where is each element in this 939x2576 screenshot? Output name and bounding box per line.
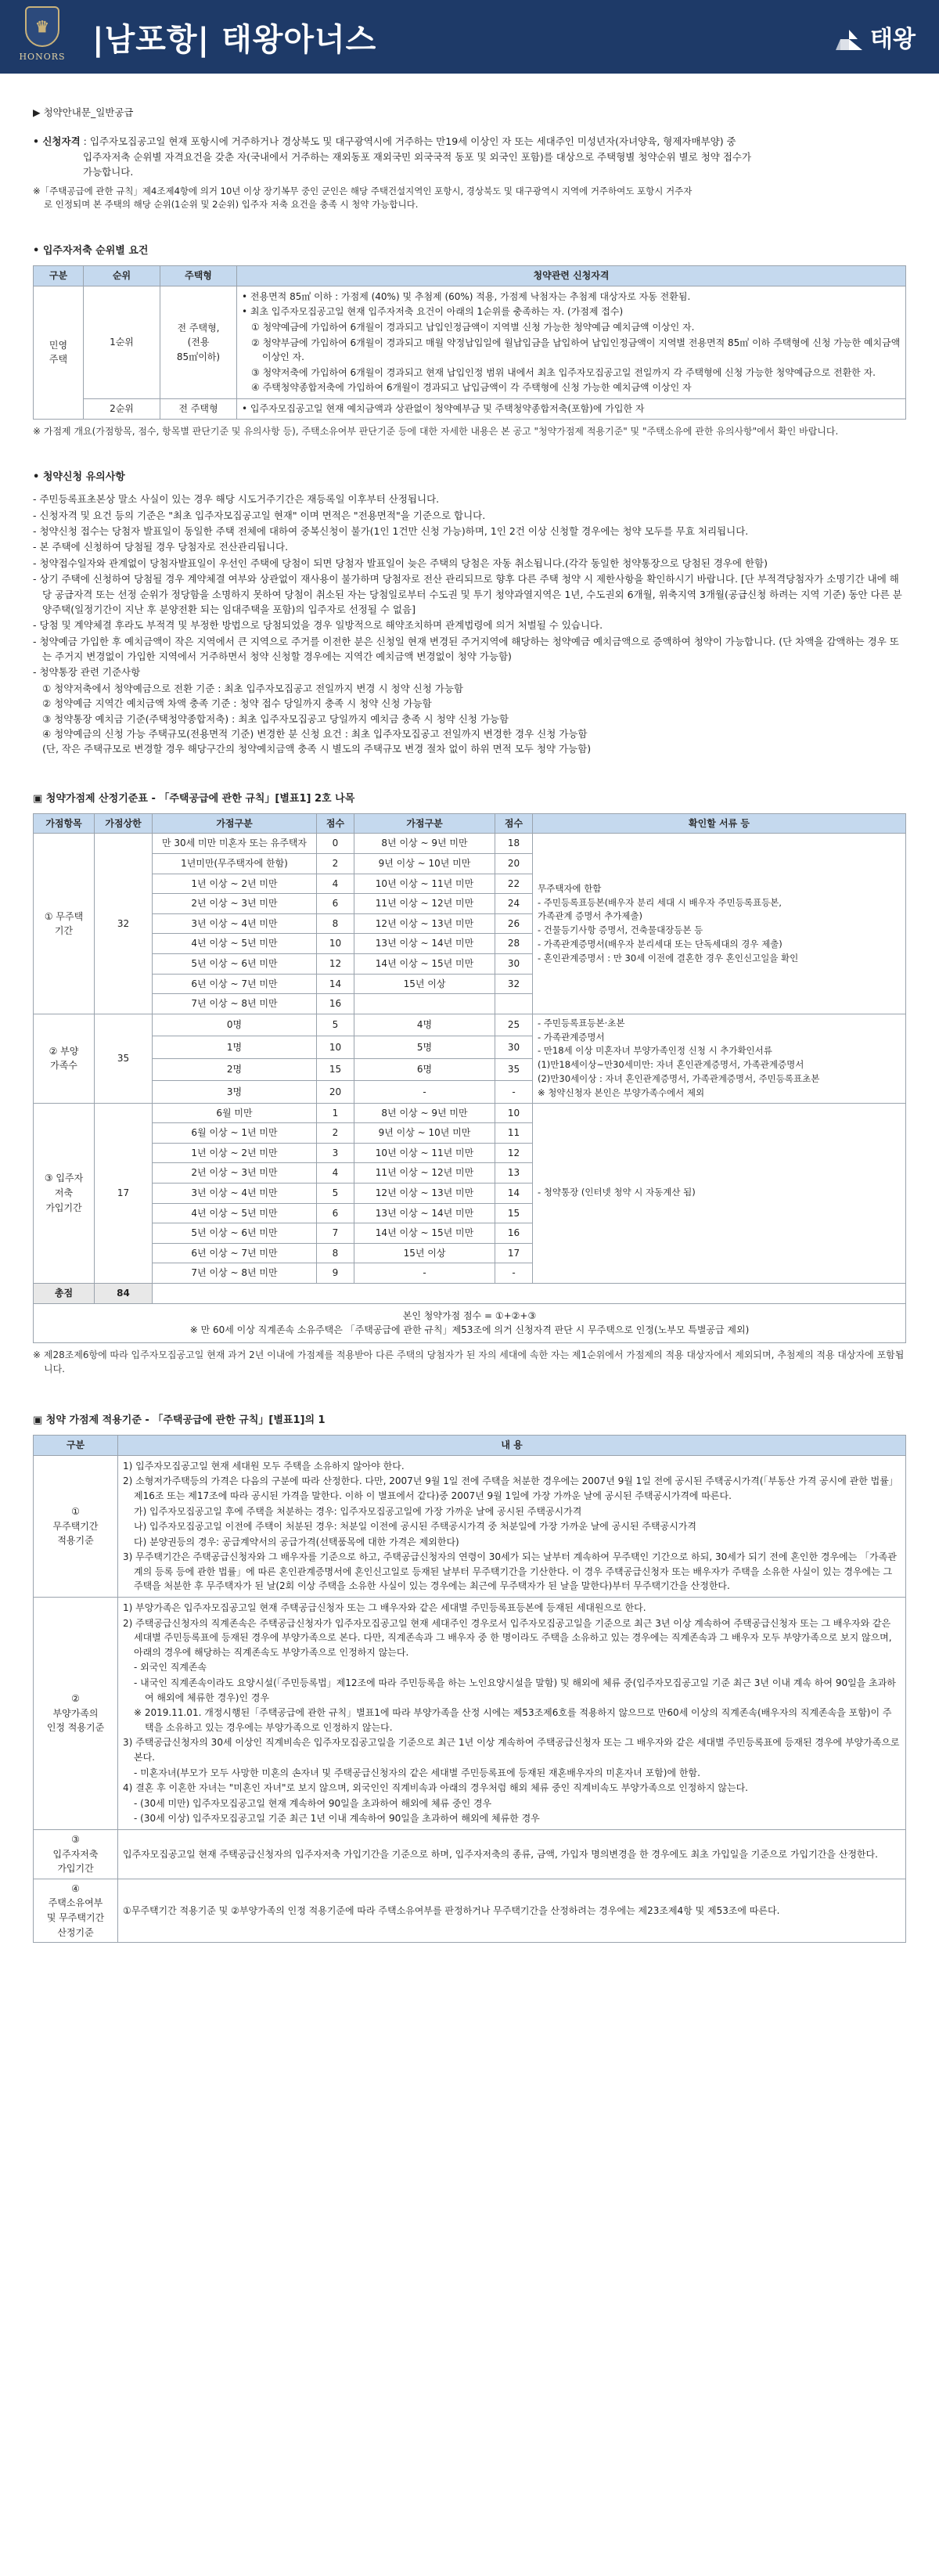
apply-label-1: ① 무주택기간 적용기준 [34, 1455, 118, 1597]
score-row [34, 1014, 906, 1036]
apply-line: 다) 분양권등의 경우: 공급계약서의 공급가격(선택품목에 대한 가격은 제외한다) [134, 1536, 459, 1547]
caution-sub-item: ③ 청약통장 예치금 기준(주택청약종합저축) : 최초 입주자모집공고 당일까지 예치금 충족 시 청약 신청 가능함 [42, 712, 509, 725]
apply-line: - 외국인 직계존속 [134, 1662, 207, 1673]
doc-line: - 가족관계증명서 [538, 1031, 605, 1043]
score-cell: 9 [317, 1263, 354, 1284]
rank2-row [34, 399, 906, 420]
division-cell: 12년 이상 ~ 13년 미만 [354, 1184, 495, 1204]
th-docs: 확인할 서류 등 [533, 813, 906, 834]
caution-title: • 청약신청 유의사항 [33, 471, 125, 484]
division-cell: 14년 이상 ~ 15년 미만 [354, 1223, 495, 1244]
apply-table [33, 1435, 906, 1943]
rank-section-title: • 입주자저축 순위별 요건 [33, 245, 149, 258]
apply-row-2 [34, 1598, 906, 1830]
page-header [0, 0, 939, 74]
total-value: 84 [95, 1284, 153, 1304]
page-title: |남포항| 태왕아너스 [92, 22, 377, 58]
eligibility-paragraph [33, 134, 906, 179]
division-cell: 12년 이상 ~ 13년 미만 [354, 913, 495, 934]
apply-line: 나) 입주자모집공고일 이전에 주택이 처분된 경우: 처분일 이전에 공시된 주택공시가격 중 처분일에 가장 가까운 날에 공시된 주택공시가격 [134, 1521, 696, 1533]
score-cell: 13 [495, 1163, 533, 1184]
apply-line: ※ 2019.11.01. 개정시행된「주택공급에 관한 규칙」별표1에 따라 부양가족을 산정 시에는 제53조제6호를 적용하지 않으므로 만60세 이상의 직계존속(배우자의 직계존속을 포함)이 주택을 소유하고 있는 경우에는 부양가족으로 인정하지 않는다. [134, 1707, 892, 1733]
crest-icon: ♛ [25, 6, 59, 47]
group-max: 17 [95, 1103, 153, 1283]
formula-note: ※ 만 60세 이상 직계존속 소유주택은 「주택공급에 관한 규칙」제53조에 의거 신청자격 판단 시 무주택으로 인정(노부모 특별공급 제외) [189, 1324, 750, 1336]
apply-label-4: ④ 주택소유여부 및 무주택기간 산정기준 [34, 1879, 118, 1942]
score-cell: 11 [495, 1123, 533, 1144]
th-apply-cat: 구분 [34, 1436, 118, 1456]
caution-item: - 청약접수일자와 관계없이 당첨자발표일이 우선인 주택에 당첨이 되면 당첨자 발표일이 늦은 주택의 당첨은 자동 취소됩니다.(각각 동일한 청약통장으로 당첨된 경우에 한함) [33, 557, 768, 569]
division-cell: 8년 이상 ~ 9년 미만 [354, 834, 495, 854]
apply-section-title: ▣ 청약 가점제 적용기준 - 「주택공급에 관한 규칙」[별표1]의 1 [33, 1414, 326, 1426]
group-label: ② 부양 가족수 [34, 1014, 95, 1103]
score-cell: 22 [495, 874, 533, 894]
th-score2: 점수 [495, 813, 533, 834]
th-score: 점수 [317, 813, 354, 834]
division-cell: 6명 [354, 1058, 495, 1080]
apply-line: - 내국인 직계존속이라도 요양시설(「주민등록법」제12조에 따라 주민등록을 하는 노인요양시설을 말함) 및 해외에 체류 중(입주자모집공고일 기준 최근 3년 이내 계속 하여 90일을 초과하여 해외에 체류한 경우)인 경우 [134, 1677, 896, 1703]
division-cell: 4년 이상 ~ 5년 미만 [153, 1203, 317, 1223]
rank1-item: • 최초 입주자모집공고일 현재 입주자저축 요건이 아래의 1순위를 충족하는 자. (가점제 접수) [242, 306, 624, 318]
division-cell: 6월 미만 [153, 1103, 317, 1123]
brand-logo [834, 22, 916, 59]
division-cell: 7년 이상 ~ 8년 미만 [153, 1263, 317, 1284]
division-cell: 0명 [153, 1014, 317, 1036]
score-section-title: ▣ 청약가점제 산정기준표 - 「주택공급에 관한 규칙」[별표1] 2호 나목 [33, 792, 355, 805]
division-cell: 2명 [153, 1058, 317, 1080]
division-cell: 2년 이상 ~ 3년 미만 [153, 1163, 317, 1184]
rank1-item: ③ 청약저축에 가입하여 6개월이 경과되고 현재 납입인정 범위 내에서 최초 입주자모집공고일 전일까지 각 주택형에 신청 가능한 청약예금으로 전환한 자. [251, 366, 876, 378]
caution-item: - 신청자격 및 요건 등의 기준은 "최초 입주자모집공고일 현재" 이며 면적은 "전용면적"을 기준으로 합니다. [33, 509, 486, 521]
score-row [34, 834, 906, 854]
th-item: 가점항목 [34, 813, 95, 834]
apply-row-3 [34, 1829, 906, 1879]
division-cell: 6월 이상 ~ 1년 미만 [153, 1123, 317, 1144]
score-cell: 26 [495, 913, 533, 934]
score-cell: 25 [495, 1014, 533, 1036]
division-cell: 15년 이상 [354, 1243, 495, 1263]
score-cell [495, 994, 533, 1014]
apply-table-header [34, 1436, 906, 1456]
total-row [34, 1284, 906, 1304]
eligibility-label: • 신청자격 [33, 135, 81, 148]
caution-list [33, 492, 906, 680]
apply-content-4: ①무주택기간 적용기준 및 ②부양가족의 인정 적용기준에 따라 주택소유여부를 판정하거나 무주택기간을 산정하려는 경우에는 제23조제4항 및 제53조에 따른다. [118, 1879, 906, 1942]
apply-content-1 [118, 1455, 906, 1597]
score-cell: 15 [495, 1203, 533, 1223]
score-cell: 7 [317, 1223, 354, 1244]
caution-sub-item: (단, 작은 주택규모로 변경할 경우 해당구간의 청약예치금액 충족 시 별도의 주택규모 변경 절차 없이 하위 면적 모두 청약 가능함) [42, 743, 592, 755]
caution-item: - 본 주택에 신청하여 당첨될 경우 당첨자로 전산관리됩니다. [33, 541, 289, 553]
apply-line: 3) 무주택기간은 주택공급신청자와 그 배우자를 기준으로 하고, 주택공급신청자의 연령이 30세가 되는 날부터 계속하여 무주택인 기간으로 하되, 30세가 되기 전에 혼인한 경우에는 「가족관계의 등록 등에 관한 법률」에 따른 혼인관계증명서에 혼인신고일로 등재된 날부터 무주택기간을 기산한다. 이 경우 주택공급신청자 또는 배우자가 주택을 소유한 사실이 있는 경우에는 그 주택을 처분한 후 무주택자가 된 날(2회 이상 주택을 소유한 사실이 있는 경우에는 최근에 무주택자가 된 날을 말한다)부터 무주택기간을 산정한다. [123, 1551, 897, 1592]
division-cell: 10년 이상 ~ 11년 미만 [354, 1143, 495, 1163]
group-max: 32 [95, 834, 153, 1014]
th-rank: 순위 [84, 266, 160, 286]
rank1-item: ① 청약예금에 가입하여 6개월이 경과되고 납입인정금액이 지역별 신청 가능한 청약예금 예치금액 이상인 자. [251, 322, 695, 333]
score-cell: 12 [495, 1143, 533, 1163]
division-cell: 4명 [354, 1014, 495, 1036]
caution-sub-item: ② 청약예금 지역간 예치금액 차액 충족 기준 : 청약 접수 당일까지 충족 시 청약 신청 가능함 [42, 697, 432, 710]
rank1-row [34, 286, 906, 398]
military-note [33, 185, 906, 213]
docs-cell [533, 1103, 906, 1283]
division-cell: 3년 이상 ~ 4년 미만 [153, 913, 317, 934]
th-category: 구분 [34, 266, 84, 286]
group-savings [34, 1103, 906, 1283]
apply-line: - (30세 이상) 입주자모집공고일 기준 최근 1년 이내 계속하여 90일을 초과하여 해외에 체류한 경우 [134, 1813, 540, 1825]
score-cell: 12 [317, 954, 354, 975]
rank1-item: • 전용면적 85㎡ 이하 : 가점제 (40%) 및 추첨제 (60%) 적용, 가점제 낙첨자는 추첨제 대상자로 자동 전환됨. [242, 290, 691, 302]
score-cell: 15 [317, 1058, 354, 1080]
apply-line: 1) 입주자모집공고일 현재 세대원 모두 주택을 소유하지 않아야 한다. [123, 1460, 405, 1472]
doc-line: (1)만18세이상~만30세미만: 자녀 혼인관계증명서, 가족관계증명서 [538, 1059, 804, 1071]
score-cell: 6 [317, 1203, 354, 1223]
score-cell: 24 [495, 894, 533, 914]
caution-item: - 당첨 및 계약체결 후라도 부적격 및 부정한 방법으로 당첨되었을 경우 일방적으로 해약조치하며 관계법령에 의거 처벌될 수 있습니다. [33, 619, 603, 632]
score-cell: 14 [495, 1184, 533, 1204]
division-cell: 11년 이상 ~ 12년 미만 [354, 1163, 495, 1184]
caution-item: - 청약예금 가입한 후 예치금액이 작은 지역에서 큰 지역으로 주거를 이전한 분은 신청일 현재 변경된 주거지역에 해당하는 청약예금 예치금액으로 증액하여 청약이 가능합니다. (단 차액을 감액하는 경우 또는 주거지 변경없이 가입한 지역에서 거주하면서 청약 신청할 경우에는 지역간 예치금액 변경없이 청약 가능함) [33, 635, 899, 663]
division-cell: 1년 이상 ~ 2년 미만 [153, 1143, 317, 1163]
emblem-text: HONORS [19, 52, 66, 62]
military-note-1: ※「주택공급에 관한 규칙」제4조제4항에 의거 10년 이상 장기복무 중인 군인은 해당 주택건설지역인 포항시, 경상북도 및 대구광역시 지역에 거주하여도 포항시 거주자 [33, 185, 693, 196]
division-cell: 9년 이상 ~ 10년 미만 [354, 1123, 495, 1144]
division-cell: 13년 이상 ~ 14년 미만 [354, 934, 495, 954]
division-cell: 3년 이상 ~ 4년 미만 [153, 1184, 317, 1204]
apply-row-1 [34, 1455, 906, 1597]
score-cell: 5 [317, 1184, 354, 1204]
doc-line: - 가족관계증명서(배우자 분리세대 또는 단독세대의 경우 제출) [538, 938, 782, 949]
rank2-cell: 2순위 [84, 399, 160, 420]
score-cell: 8 [317, 913, 354, 934]
score-table-header [34, 813, 906, 834]
th-requirement: 청약관련 신청자격 [237, 266, 906, 286]
group-max: 35 [95, 1014, 153, 1103]
score-cell: 3 [317, 1143, 354, 1163]
score-cell: 10 [317, 1036, 354, 1058]
apply-line: - 미혼자녀(부모가 모두 사망한 미혼의 손자녀 및 주택공급신청자의 같은 세대별 주민등록표에 등재된 재혼배우자의 미혼자녀 포함)에 한함. [134, 1767, 700, 1778]
apply-line: - (30세 미만) 입주자모집공고일 현재 계속하여 90일을 초과하여 해외에 체류 중인 경우 [134, 1797, 492, 1809]
division-cell: 5년 이상 ~ 6년 미만 [153, 1223, 317, 1244]
category-cell: 민영 주택 [34, 286, 84, 419]
apply-content-2 [118, 1598, 906, 1830]
caution-sub-item: ① 청약저축에서 청약예금으로 전환 기준 : 최초 입주자모집공고 전일까지 변경 시 청약 신청 가능함 [42, 682, 463, 694]
division-cell: 6년 이상 ~ 7년 미만 [153, 974, 317, 994]
division-cell: - [354, 1081, 495, 1103]
th-div: 가점구분 [153, 813, 317, 834]
apply-label-2: ② 부양가족의 인정 적용기준 [34, 1598, 118, 1830]
apply-line: 1) 부양가족은 입주자모집공고일 현재 주택공급신청자 또는 그 배우자와 같은 세대별 주민등록표등본에 등재된 세대원으로 한다. [123, 1602, 646, 1614]
rank1-item: ④ 주택청약종합저축에 가입하여 6개월이 경과되고 납입금액이 각 주택형에 신청 가능한 예치금액 이상인 자 [251, 382, 692, 394]
score-cell: 30 [495, 954, 533, 975]
division-cell: 9년 이상 ~ 10년 미만 [354, 854, 495, 874]
score-cell: 2 [317, 854, 354, 874]
score-cell: - [495, 1081, 533, 1103]
score-cell: - [495, 1263, 533, 1284]
doc-line: ※ 청약신청자 본인은 부양가족수에서 제외 [538, 1086, 705, 1098]
caution-sub-list [33, 681, 906, 757]
division-cell: 4년 이상 ~ 5년 미만 [153, 934, 317, 954]
score-cell: 28 [495, 934, 533, 954]
formula-row [34, 1303, 906, 1342]
th-div2: 가점구분 [354, 813, 495, 834]
score-cell: 32 [495, 974, 533, 994]
taewang-logo-icon [834, 28, 864, 52]
division-cell: 5명 [354, 1036, 495, 1058]
rank1-cell: 1순위 [84, 286, 160, 398]
docs-cell [533, 1014, 906, 1103]
apply-label-3: ③ 입주자저축 가입기간 [34, 1829, 118, 1879]
apply-row-4 [34, 1879, 906, 1942]
doc-line: - 건물등기사항 증명서, 건축물대장등본 등 [538, 924, 703, 936]
division-cell: 5년 이상 ~ 6년 미만 [153, 954, 317, 975]
rank-note: ※ 가점제 개요(가점항목, 점수, 항목별 판단기준 및 유의사항 등), 주택소유여부 판단기준 등에 대한 자세한 내용은 본 공고 "청약가점제 적용기준" 및 "주택소유에 관한 유의사항"에서 확인 바랍니다. [33, 425, 839, 437]
score-cell: 2 [317, 1123, 354, 1144]
score-cell: 16 [495, 1223, 533, 1244]
brand-name: 태왕 [870, 26, 916, 53]
caution-item: - 청약통장 관련 기준사항 [33, 666, 141, 679]
rank1-item: ② 청약부금에 가입하여 6개월이 경과되고 매월 약정납입일에 월납입금을 납입하여 납입인정금액이 지역별 전용면적 85㎡ 이하 주택형에 신청 가능한 예치금액 이상인 자. [251, 337, 901, 363]
rank-table-header [34, 266, 906, 286]
apply-line: 4) 결혼 후 이혼한 자녀는 "미혼인 자녀"로 보지 않으며, 외국인인 직계비속과 아래의 경우처럼 해외 체류 중인 직계비속도 부양가족으로 인정하지 않는다. [123, 1782, 748, 1794]
group-label: ① 무주택 기간 [34, 834, 95, 1014]
score-cell: 17 [495, 1243, 533, 1263]
division-cell: 3명 [153, 1081, 317, 1103]
score-cell: 4 [317, 1163, 354, 1184]
division-cell: - [354, 1263, 495, 1284]
score-cell: 5 [317, 1014, 354, 1036]
doc-line: - 주민등록표등본·초본 [538, 1017, 625, 1029]
apply-content-3: 입주자모집공고일 현재 주택공급신청자의 입주자저축 가입기간을 기준으로 하며, 입주자저축의 종류, 금액, 가입자 명의변경을 한 경우에도 최초 가입일을 기준으로 가입기간을 산정한다. [118, 1829, 906, 1879]
eligibility-text-1: : 입주자모집공고일 현재 포항시에 거주하거나 경상북도 및 대구광역시에 거주하는 만19세 이상인 자 또는 세대주인 미성년자(자녀양육, 형제자매부양) 중 [83, 135, 736, 148]
eligibility-text-2: 입주자저축 순위별 자격요건을 갖춘 자(국내에서 거주하는 재외동포 재외국민 외국국적 동포 및 외국인 포함)를 대상으로 주택형별 청약순위 별로 청약 접수가 [83, 150, 752, 163]
th-apply-content: 내 용 [118, 1436, 906, 1456]
rank2-type-cell: 전 주택형 [160, 399, 237, 420]
division-cell: 11년 이상 ~ 12년 미만 [354, 894, 495, 914]
score-cell: 14 [317, 974, 354, 994]
division-cell: 14년 이상 ~ 15년 미만 [354, 954, 495, 975]
guide-label: ▶ 청약안내문_일반공급 [33, 106, 134, 118]
division-cell: 1명 [153, 1036, 317, 1058]
doc-line: - 만18세 이상 미혼자녀 부양가족인정 신청 시 추가확인서류 [538, 1045, 772, 1057]
score-cell: 0 [317, 834, 354, 854]
score-cell: 35 [495, 1058, 533, 1080]
th-max: 가점상한 [95, 813, 153, 834]
caution-item: - 상기 주택에 신청하여 당첨될 경우 계약체결 여부와 상관없이 재사용이 불가하며 당첨자로 전산 관리되므로 향후 다른 주택 청약 시 제한사항을 확인하시기 바랍니다. [단 부적격당첨자가 소명기간 내에 해당 공급자격 또는 선정 순위가 정당함을 소명하지 못하여 당첨이 취소된 자는 당첨일로부터 수도권 및 투기 청약과열지역은 1년, 수도권외 6개월, 위축지역 3개월(공급신청 하려는 지역 기준) 동안 다른 분양주택(일정기간이 지난 후 분양전환 되는 임대주택을 포함)의 입주자로 선정될 수 없음] [33, 573, 902, 615]
caution-item: - 주민등록표초본상 말소 사실이 있는 경우 해당 시도거주기간은 재등록일 이후부터 산정됩니다. [33, 493, 440, 506]
rank1-type-cell: 전 주택형, (전용 85㎡이하) [160, 286, 237, 398]
score-cell: 10 [495, 1103, 533, 1123]
apply-line: 2) 소형저가주택등의 가격은 다음의 구분에 따라 산정한다. 다만, 2007년 9월 1일 전에 주택을 처분한 경우에는 2007년 9월 1일 전에 공시된 주택공시가격(「부동산 가격 공시에 관한 법률」제16조 또는 제17조에 따라 공시된 가격을 말한다. 이하 이 별표에서 같다)중 2007년 9월 1일에 가장 가까운 날에 공시된 주택공시가격에 따른다. [123, 1475, 898, 1501]
score-cell: 20 [317, 1081, 354, 1103]
apply-line: 2) 주택공급신청자의 직계존속은 주택공급신청자가 입주자모집공고일 현재 세대주인 경우로서 입주자모집공고일을 기준으로 최근 3년 이상 계속하여 주택공급신청자 또는 그 배우자와 같은 세대별 주민등록표에 등재된 경우에 부양가족으로 본다. 다만, 직계존속과 그 배우자 중 한 명이라도 주택을 소유하고 있는 경우에는 직계존속과 그 배우자 모두 부양가족으로 보지 않으며, 아래의 경우에 해당하는 직계존속도 부양가족으로 인정하지 않는다. [123, 1617, 892, 1658]
division-cell: 8년 이상 ~ 9년 미만 [354, 1103, 495, 1123]
division-cell: 7년 이상 ~ 8년 미만 [153, 994, 317, 1014]
doc-line: (2)만30세이상 : 자녀 혼인관계증명서, 가족관계증명서, 주민등록표초본 [538, 1073, 820, 1085]
score-note: ※ 제28조제6항에 따라 입주자모집공고일 현재 과거 2년 이내에 가점제를 적용받아 다른 주택의 당첨자가 된 자의 세대에 속한 자는 제1순위에서 가점제의 적용 대상자에서 제외되며, 추첨제의 적용 대상자에 포함됩니다. [33, 1349, 905, 1375]
division-cell: 13년 이상 ~ 14년 미만 [354, 1203, 495, 1223]
division-cell: 2년 이상 ~ 3년 미만 [153, 894, 317, 914]
rank2-requirement: • 입주자모집공고일 현재 예치금액과 상관없이 청약예부금 및 주택청약종합저축(포함)에 가입한 자 [237, 399, 906, 420]
division-cell: 15년 이상 [354, 974, 495, 994]
score-cell: 6 [317, 894, 354, 914]
formula-cell [34, 1303, 906, 1342]
group-homeless [34, 834, 906, 1014]
caution-item: - 청약신청 접수는 당첨자 발표일이 동일한 주택 전체에 대하여 중복신청이 불가(1인 1건만 신청 가능)하며, 1인 2건 이상 신청할 경우에는 청약 모두를 무효 처리됩니다. [33, 525, 749, 538]
doc-line: - 혼인관계증명서 : 만 30세 이전에 결혼한 경우 혼인신고일을 확인 [538, 952, 799, 964]
honors-emblem [19, 6, 66, 69]
score-row [34, 1103, 906, 1123]
eligibility-text-3: 가능합니다. [83, 166, 134, 178]
division-cell: 6년 이상 ~ 7년 미만 [153, 1243, 317, 1263]
score-cell: 8 [317, 1243, 354, 1263]
division-cell [354, 994, 495, 1014]
docs-cell [533, 834, 906, 1014]
division-cell: 1년미만(무주택자에 한함) [153, 854, 317, 874]
score-cell: 20 [495, 854, 533, 874]
score-cell: 30 [495, 1036, 533, 1058]
division-cell: 1년 이상 ~ 2년 미만 [153, 874, 317, 894]
formula: 본인 청약가점 점수 = ①+②+③ [402, 1310, 537, 1321]
division-cell: 10년 이상 ~ 11년 미만 [354, 874, 495, 894]
apply-line: 가) 입주자모집공고일 후에 주택을 처분하는 경우: 입주자모집공고일에 가장 가까운 날에 공시된 주택공시가격 [134, 1505, 582, 1517]
group-dependents [34, 1014, 906, 1103]
score-cell: 18 [495, 834, 533, 854]
group-label: ③ 입주자 저축 가입기간 [34, 1103, 95, 1283]
score-cell: 16 [317, 994, 354, 1014]
score-cell: 1 [317, 1103, 354, 1123]
th-type: 주택형 [160, 266, 237, 286]
doc-line: 가족관계 증명서 추가제출) [538, 910, 642, 922]
doc-line: 무주택자에 한함 [538, 882, 602, 894]
score-table [33, 813, 906, 1343]
rank-table [33, 265, 906, 419]
military-note-2: 로 인정되며 본 주택의 해당 순위(1순위 및 2순위) 입주자 저축 요건을 충족 시 청약 가능합니다. [44, 199, 419, 211]
apply-line: 3) 주택공급신청자의 30세 이상인 직계비속은 입주자모집공고일을 기준으로 최근 1년 이상 계속하여 주택공급신청자 또는 그 배우자와 같은 세대별 주민등록표에 등재된 경우에 부양가족으로 본다. [123, 1737, 900, 1763]
doc-line: - 주민등록표등본(배우자 분리 세대 시 배우자 주민등록표등본, [538, 896, 782, 908]
caution-sub-item: ④ 청약예금의 신청 가능 주택규모(전용면적 기준) 변경한 분 신청 요건 : 최초 입주자모집공고 전일까지 변경한 경우 신청 가능함 [42, 727, 588, 740]
score-cell: 4 [317, 874, 354, 894]
score-cell: 10 [317, 934, 354, 954]
division-cell: 만 30세 미만 미혼자 또는 유주택자 [153, 834, 317, 854]
doc-line: - 청약통장 (인터넷 청약 시 자동계산 됨) [538, 1187, 696, 1198]
total-label: 총점 [34, 1284, 95, 1304]
rank1-requirements [237, 286, 906, 398]
